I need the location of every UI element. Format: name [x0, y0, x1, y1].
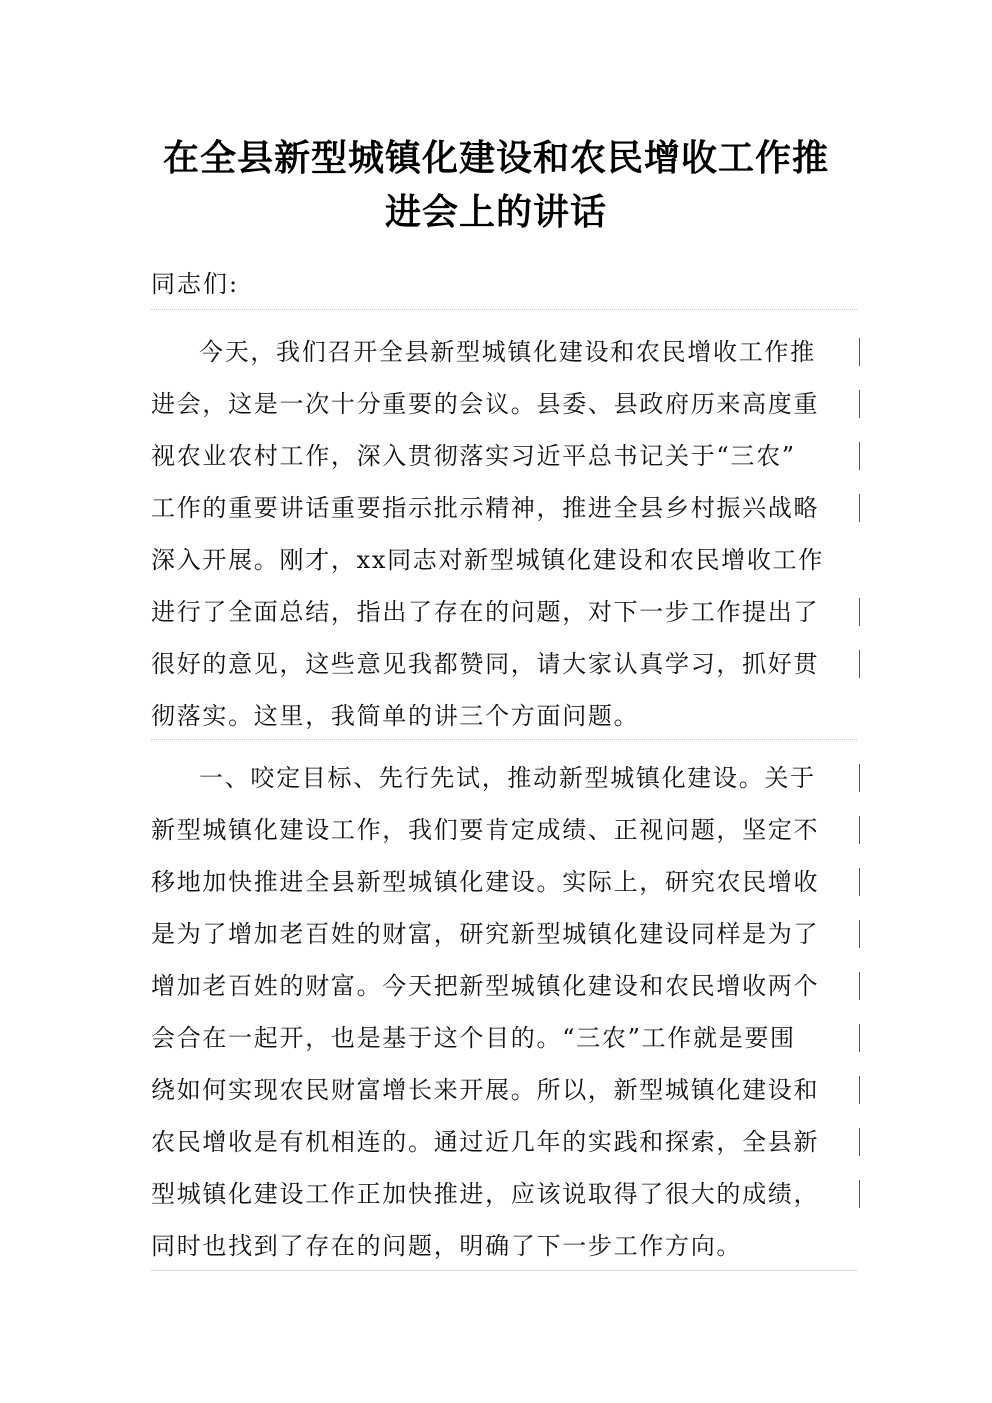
- paragraph-2-line-10: 同时也找到了存在的问题，明确了下一步工作方向。: [151, 1232, 743, 1260]
- right-margin-mark: [859, 650, 860, 678]
- paragraph-1-line-7: 很好的意见，这些意见我都赞同，请大家认真学习，抓好贯: [151, 650, 820, 678]
- paragraph-2-line-9: 型城镇化建设工作正加快推进，应该说取得了很大的成绩，: [151, 1180, 820, 1208]
- right-margin-mark: [859, 972, 860, 1000]
- paragraph-1-line-8: 彻落实。这里，我简单的讲三个方面问题。: [151, 702, 640, 730]
- right-margin-mark: [859, 920, 860, 948]
- paragraph-1-line-1: 今天，我们召开全县新型城镇化建设和农民增收工作推: [199, 338, 816, 366]
- paragraph-2-line-3: 移地加快推进全县新型城镇化建设。实际上，研究农民增收: [151, 868, 820, 896]
- paragraph-1-line-6: 进行了全面总结，指出了存在的问题，对下一步工作提出了: [151, 598, 820, 626]
- right-margin-mark: [859, 442, 860, 470]
- right-margin-mark: [859, 1128, 860, 1156]
- salutation: 同志们:: [151, 270, 240, 298]
- paragraph-1-line-2: 进会，这是一次十分重要的会议。县委、县政府历来高度重: [151, 390, 820, 418]
- right-margin-mark: [859, 764, 860, 792]
- paragraph-2-line-7: 绕如何实现农民财富增长来开展。所以，新型城镇化建设和: [151, 1076, 820, 1104]
- paragraph-1-line-4: 工作的重要讲话重要指示批示精神，推进全县乡村振兴战略: [151, 494, 820, 522]
- right-margin-mark: [859, 598, 860, 626]
- paragraph-1-line-5: 深入开展。刚才，xx同志对新型城镇化建设和农民增收工作: [151, 546, 824, 574]
- paragraph-2-line-6: 会合在一起开，也是基于这个目的。“三农”工作就是要围: [151, 1024, 796, 1052]
- document-title-line-2: 进会上的讲话: [384, 191, 607, 233]
- right-margin-mark: [859, 1024, 860, 1052]
- paragraph-separator: [151, 739, 857, 740]
- paragraph-2-line-8: 农民增收是有机相连的。通过近几年的实践和探索，全县新: [151, 1128, 820, 1156]
- right-margin-mark: [859, 494, 860, 522]
- paragraph-2-line-4: 是为了增加老百姓的财富，研究新型城镇化建设同样是为了: [151, 920, 820, 948]
- document-title-line-1: 在全县新型城镇化建设和农民增收工作推: [162, 137, 829, 179]
- paragraph-2-line-5: 增加老百姓的财富。今天把新型城镇化建设和农民增收两个: [151, 972, 820, 1000]
- right-margin-mark: [859, 1076, 860, 1104]
- paragraph-1-line-3: 视农业农村工作，深入贯彻落实习近平总书记关于“三农”: [151, 442, 796, 470]
- right-margin-mark: [859, 816, 860, 844]
- right-margin-mark: [859, 1180, 860, 1208]
- paragraph-2-line-1: 一、咬定目标、先行先试，推动新型城镇化建设。关于: [199, 764, 816, 792]
- right-margin-mark: [859, 390, 860, 418]
- right-margin-mark: [859, 338, 860, 366]
- right-margin-mark: [859, 868, 860, 896]
- paragraph-2-line-2: 新型城镇化建设工作，我们要肯定成绩、正视问题，坚定不: [151, 816, 820, 844]
- paragraph-separator: [151, 309, 857, 310]
- bottom-divider: [151, 1270, 857, 1271]
